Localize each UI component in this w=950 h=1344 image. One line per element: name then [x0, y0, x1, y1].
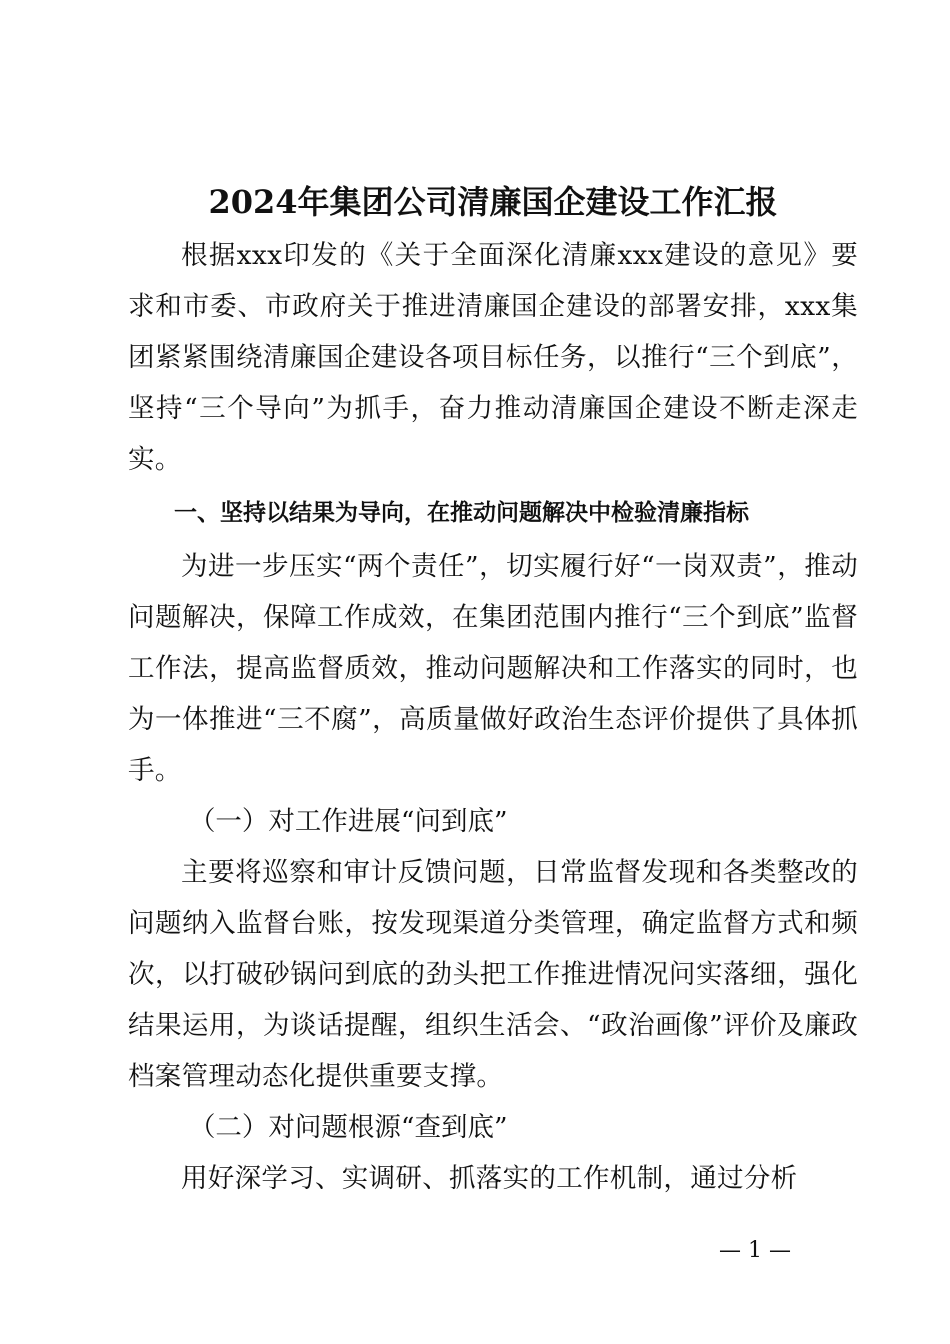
intro-paragraph: 根据xxx印发的《关于全面深化清廉xxx建设的意见》要求和市委、市政府关于推进清廉国企建设的部署安排，xxx集团紧紧围绕清廉国企建设各项目标任务，以推行“三个到底”，坚持“三个导向”为抓手，奋力推动清廉国企建设不断走深走实。 [128, 240, 858, 475]
section-heading-1: 一、坚持以结果为导向，在推动问题解决中检验清廉指标 [174, 500, 749, 526]
subsection-2-paragraph: 用好深学习、实调研、抓落实的工作机制，通过分析 [181, 1163, 798, 1194]
section-1-paragraph: 为进一步压实“两个责任”，切实履行好“一岗双责”，推动问题解决，保障工作成效，在集团范围内推行“三个到底”监督工作法，提高监督质效，推动问题解决和工作落实的同时，也为一体推进“三不腐”，高质量做好政治生态评价提供了具体抓手。 [128, 551, 858, 786]
document-title: 2024年集团公司清廉国企建设工作汇报 [208, 183, 778, 221]
page-number: — 1 — [719, 1238, 791, 1263]
document-body [128, 176, 858, 1204]
subsection-heading-2: （二）对问题根源“查到底” [188, 1112, 508, 1143]
subsection-heading-1: （一）对工作进展“问到底” [188, 806, 508, 837]
subsection-1-paragraph: 主要将巡察和审计反馈问题，日常监督发现和各类整改的问题纳入监督台账，按发现渠道分类管理，确定监督方式和频次，以打破砂锅问到底的劲头把工作推进情况问实落细，强化结果运用，为谈话提醒，组织生活会、“政治画像”评价及廉政档案管理动态化提供重要支撑。 [128, 857, 858, 1092]
